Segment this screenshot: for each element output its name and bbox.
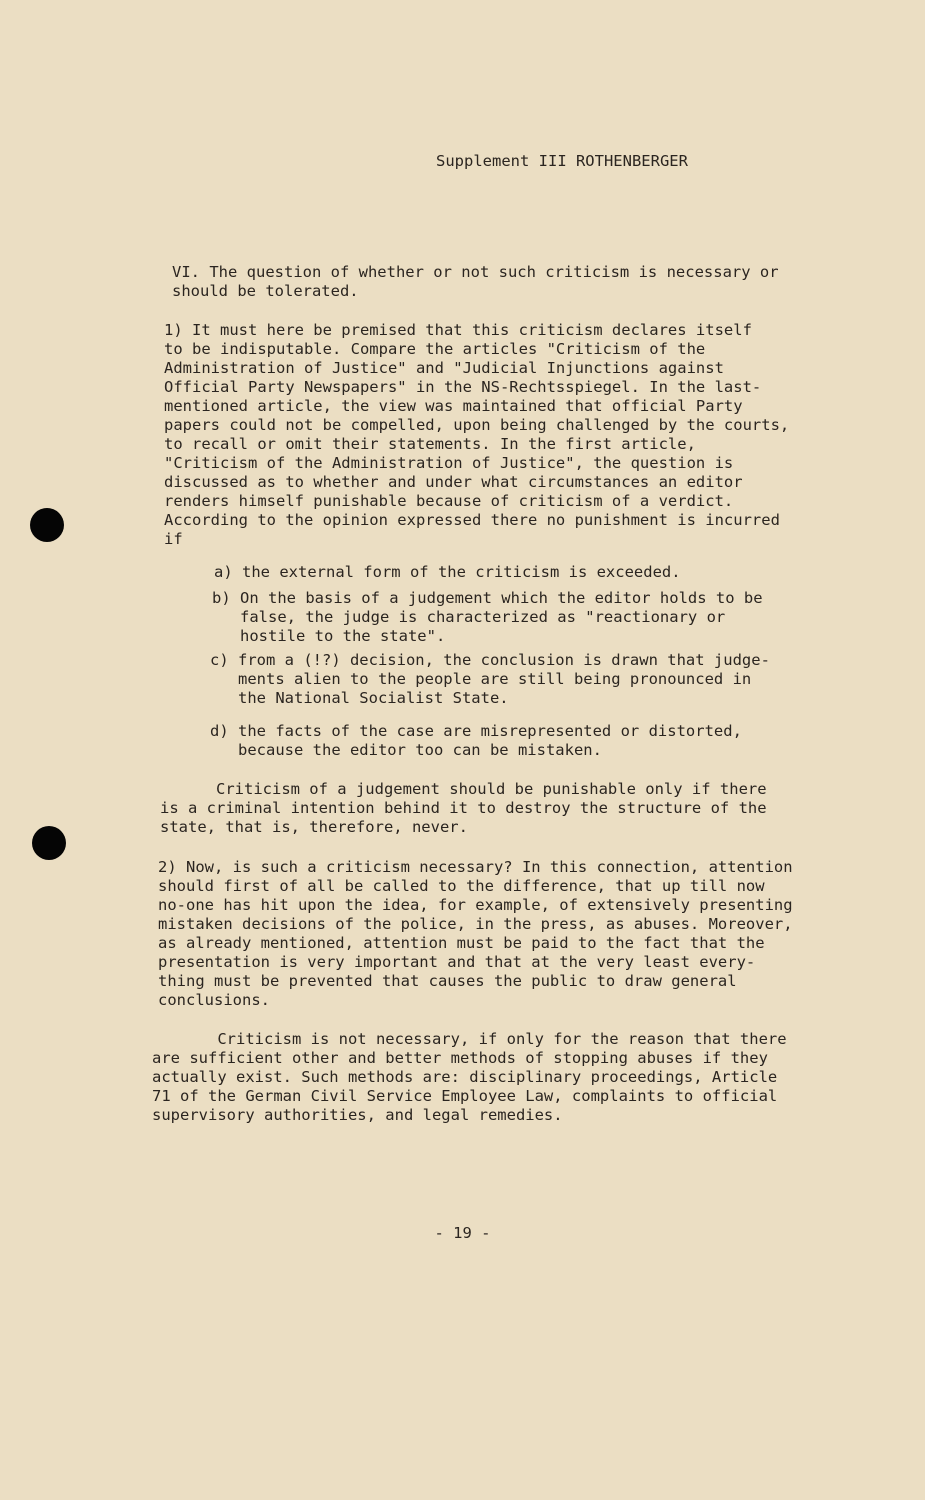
text-line: to recall or omit their statements. In the first article, (164, 435, 696, 453)
text-line: mentioned article, the view was maintained that official Party (164, 397, 743, 415)
text-line: thing must be prevented that causes the public to draw general (158, 972, 737, 990)
text-line: renders himself punishable because of criticism of a verdict. (164, 492, 734, 510)
list-item-a (214, 563, 681, 582)
text-line: because the editor too can be mistaken. (210, 741, 602, 759)
paragraph-1 (164, 321, 789, 549)
text-line: 1) It must here be premised that this criticism declares itself (164, 321, 752, 339)
text-line: papers could not be compelled, upon being challenged by the courts, (164, 416, 790, 434)
text-line: no-one has hit upon the idea, for example, of extensively presenting (158, 896, 793, 914)
text-line: to be indisputable. Compare the articles "Criticism of the (164, 340, 706, 358)
text-line: is a criminal intention behind it to destroy the structure of the (160, 799, 767, 817)
text-line: if (164, 530, 183, 548)
text-line: "Criticism of the Administration of Justice", the question is (164, 454, 734, 472)
text-line: According to the opinion expressed there no punishment is incurred (164, 511, 780, 529)
text-line: b) On the basis of a judgement which the editor holds to be (212, 589, 763, 607)
page-number: - 19 - (434, 1224, 491, 1242)
text-line: as already mentioned, attention must be paid to the fact that the (158, 934, 765, 952)
text-line: Criticism is not necessary, if only for the reason that there (152, 1030, 787, 1048)
text-line: Criticism of a judgement should be punishable only if there (160, 780, 767, 798)
punch-hole-bottom (32, 826, 66, 860)
text-line: discussed as to whether and under what circumstances an editor (164, 473, 743, 491)
text-line: d) the facts of the case are misrepresented or distorted, (210, 722, 742, 740)
criticism-paragraph (160, 780, 767, 837)
text-line: c) from a (!?) decision, the conclusion is drawn that judge- (210, 651, 770, 669)
closing-paragraph (152, 1030, 787, 1125)
text-line: ments alien to the people are still being pronounced in (210, 670, 752, 688)
punch-hole-top (30, 508, 64, 542)
text-line: VI. The question of whether or not such criticism is necessary or (172, 263, 779, 281)
text-line: Official Party Newspapers" in the NS-Rechtsspiegel. In the last- (164, 378, 762, 396)
text-line: mistaken decisions of the police, in the press, as abuses. Moreover, (158, 915, 793, 933)
page-header: Supplement III ROTHENBERGER (436, 152, 688, 170)
paragraph-2 (158, 858, 793, 1010)
section-vi-heading (172, 263, 779, 301)
text-line: 71 of the German Civil Service Employee Law, complaints to official (152, 1087, 778, 1105)
text-line: conclusions. (158, 991, 270, 1009)
text-line: supervisory authorities, and legal remedies. (152, 1106, 563, 1124)
text-line: should first of all be called to the difference, that up till now (158, 877, 765, 895)
text-line: should be tolerated. (172, 282, 359, 300)
text-line: Administration of Justice" and "Judicial Injunctions against (164, 359, 724, 377)
text-line: hostile to the state". (212, 627, 446, 645)
text-line: state, that is, therefore, never. (160, 818, 468, 836)
text-line: presentation is very important and that at the very least every- (158, 953, 756, 971)
list-item-b (212, 589, 763, 646)
list-item-c (210, 651, 770, 708)
text-line: a) the external form of the criticism is exceeded. (214, 563, 681, 581)
text-line: are sufficient other and better methods of stopping abuses if they (152, 1049, 768, 1067)
text-line: false, the judge is characterized as "reactionary or (212, 608, 726, 626)
text-line: 2) Now, is such a criticism necessary? In this connection, attention (158, 858, 793, 876)
text-line: the National Socialist State. (210, 689, 509, 707)
text-line: actually exist. Such methods are: disciplinary proceedings, Article (152, 1068, 778, 1086)
list-item-d (210, 722, 742, 760)
